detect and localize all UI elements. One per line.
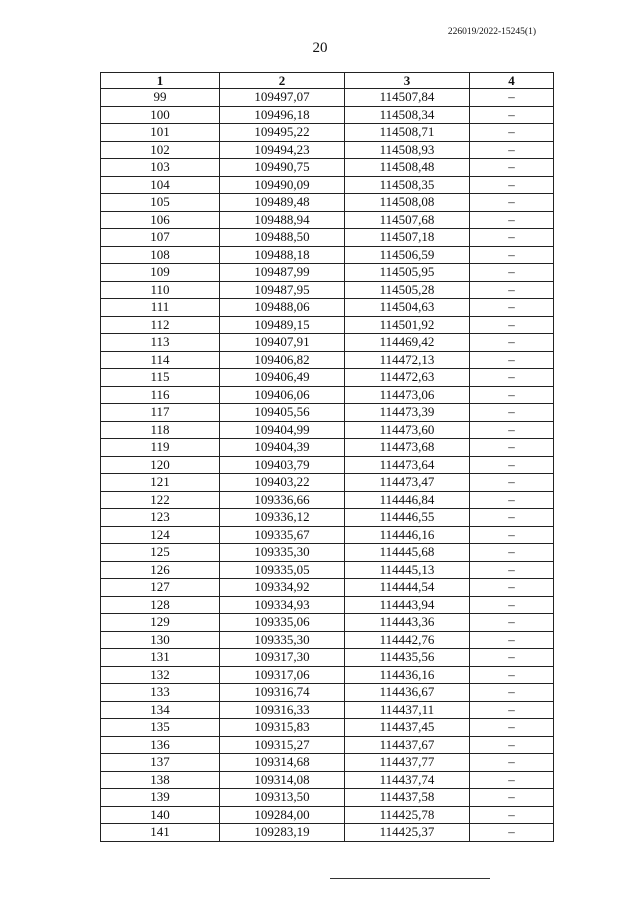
point-number-cell: 102 bbox=[101, 141, 220, 159]
footer-rule bbox=[330, 878, 490, 879]
table-row bbox=[101, 684, 554, 702]
x-coordinate-cell: 109335,67 bbox=[220, 526, 345, 544]
table-row bbox=[101, 631, 554, 649]
table-row bbox=[101, 474, 554, 492]
x-coordinate-cell: 109336,12 bbox=[220, 509, 345, 527]
table-row bbox=[101, 789, 554, 807]
y-coordinate-cell: 114443,36 bbox=[345, 614, 470, 632]
y-coordinate-cell: 114507,84 bbox=[345, 89, 470, 107]
table-row bbox=[101, 316, 554, 334]
point-number-cell: 140 bbox=[101, 806, 220, 824]
y-coordinate-cell: 114444,54 bbox=[345, 579, 470, 597]
y-coordinate-cell: 114437,74 bbox=[345, 771, 470, 789]
note-cell: – bbox=[470, 806, 554, 824]
y-coordinate-cell: 114437,77 bbox=[345, 754, 470, 772]
x-coordinate-cell: 109495,22 bbox=[220, 124, 345, 142]
page-number: 20 bbox=[312, 40, 328, 56]
point-number-cell: 111 bbox=[101, 299, 220, 317]
note-cell: – bbox=[470, 684, 554, 702]
y-coordinate-cell: 114425,78 bbox=[345, 806, 470, 824]
point-number-cell: 125 bbox=[101, 544, 220, 562]
note-cell: – bbox=[470, 124, 554, 142]
table-row bbox=[101, 334, 554, 352]
y-coordinate-cell: 114507,18 bbox=[345, 229, 470, 247]
x-coordinate-cell: 109403,79 bbox=[220, 456, 345, 474]
y-coordinate-cell: 114443,94 bbox=[345, 596, 470, 614]
y-coordinate-cell: 114505,95 bbox=[345, 264, 470, 282]
table-row bbox=[101, 176, 554, 194]
x-coordinate-cell: 109404,39 bbox=[220, 439, 345, 457]
x-coordinate-cell: 109494,23 bbox=[220, 141, 345, 159]
point-number-cell: 101 bbox=[101, 124, 220, 142]
x-coordinate-cell: 109313,50 bbox=[220, 789, 345, 807]
note-cell: – bbox=[470, 351, 554, 369]
point-number-cell: 100 bbox=[101, 106, 220, 124]
table-row bbox=[101, 666, 554, 684]
point-number-cell: 141 bbox=[101, 824, 220, 842]
point-number-cell: 108 bbox=[101, 246, 220, 264]
note-cell: – bbox=[470, 211, 554, 229]
x-coordinate-cell: 109406,06 bbox=[220, 386, 345, 404]
point-number-cell: 131 bbox=[101, 649, 220, 667]
column-header: 3 bbox=[345, 73, 470, 89]
point-number-cell: 133 bbox=[101, 684, 220, 702]
y-coordinate-cell: 114508,34 bbox=[345, 106, 470, 124]
note-cell: – bbox=[470, 544, 554, 562]
y-coordinate-cell: 114473,60 bbox=[345, 421, 470, 439]
point-number-cell: 136 bbox=[101, 736, 220, 754]
table-row bbox=[101, 754, 554, 772]
table-row bbox=[101, 561, 554, 579]
x-coordinate-cell: 109405,56 bbox=[220, 404, 345, 422]
x-coordinate-cell: 109336,66 bbox=[220, 491, 345, 509]
point-number-cell: 130 bbox=[101, 631, 220, 649]
x-coordinate-cell: 109316,33 bbox=[220, 701, 345, 719]
point-number-cell: 128 bbox=[101, 596, 220, 614]
table-row bbox=[101, 421, 554, 439]
note-cell: – bbox=[470, 649, 554, 667]
x-coordinate-cell: 109406,49 bbox=[220, 369, 345, 387]
point-number-cell: 139 bbox=[101, 789, 220, 807]
doc-id: 226019/2022-15245(1) bbox=[447, 27, 536, 37]
y-coordinate-cell: 114508,93 bbox=[345, 141, 470, 159]
table-row bbox=[101, 386, 554, 404]
note-cell: – bbox=[470, 719, 554, 737]
point-number-cell: 99 bbox=[101, 89, 220, 107]
y-coordinate-cell: 114508,08 bbox=[345, 194, 470, 212]
table-row bbox=[101, 596, 554, 614]
note-cell: – bbox=[470, 596, 554, 614]
note-cell: – bbox=[470, 386, 554, 404]
note-cell: – bbox=[470, 246, 554, 264]
table-row bbox=[101, 736, 554, 754]
y-coordinate-cell: 114425,37 bbox=[345, 824, 470, 842]
x-coordinate-cell: 109335,06 bbox=[220, 614, 345, 632]
x-coordinate-cell: 109404,99 bbox=[220, 421, 345, 439]
y-coordinate-cell: 114437,58 bbox=[345, 789, 470, 807]
y-coordinate-cell: 114442,76 bbox=[345, 631, 470, 649]
point-number-cell: 107 bbox=[101, 229, 220, 247]
note-cell: – bbox=[470, 824, 554, 842]
y-coordinate-cell: 114437,11 bbox=[345, 701, 470, 719]
note-cell: – bbox=[470, 439, 554, 457]
point-number-cell: 119 bbox=[101, 439, 220, 457]
note-cell: – bbox=[470, 106, 554, 124]
note-cell: – bbox=[470, 159, 554, 177]
table-row bbox=[101, 89, 554, 107]
y-coordinate-cell: 114473,06 bbox=[345, 386, 470, 404]
note-cell: – bbox=[470, 474, 554, 492]
x-coordinate-cell: 109315,27 bbox=[220, 736, 345, 754]
column-header: 4 bbox=[470, 73, 554, 89]
table-row bbox=[101, 351, 554, 369]
x-coordinate-cell: 109406,82 bbox=[220, 351, 345, 369]
y-coordinate-cell: 114473,68 bbox=[345, 439, 470, 457]
point-number-cell: 129 bbox=[101, 614, 220, 632]
y-coordinate-cell: 114508,48 bbox=[345, 159, 470, 177]
note-cell: – bbox=[470, 736, 554, 754]
point-number-cell: 123 bbox=[101, 509, 220, 527]
x-coordinate-cell: 109334,92 bbox=[220, 579, 345, 597]
point-number-cell: 132 bbox=[101, 666, 220, 684]
point-number-cell: 117 bbox=[101, 404, 220, 422]
y-coordinate-cell: 114445,13 bbox=[345, 561, 470, 579]
note-cell: – bbox=[470, 561, 554, 579]
point-number-cell: 114 bbox=[101, 351, 220, 369]
x-coordinate-cell: 109489,48 bbox=[220, 194, 345, 212]
y-coordinate-cell: 114437,67 bbox=[345, 736, 470, 754]
table-row bbox=[101, 124, 554, 142]
x-coordinate-cell: 109283,19 bbox=[220, 824, 345, 842]
table-row bbox=[101, 491, 554, 509]
table-row bbox=[101, 701, 554, 719]
point-number-cell: 135 bbox=[101, 719, 220, 737]
note-cell: – bbox=[470, 229, 554, 247]
table-row bbox=[101, 719, 554, 737]
note-cell: – bbox=[470, 369, 554, 387]
y-coordinate-cell: 114469,42 bbox=[345, 334, 470, 352]
table-row bbox=[101, 614, 554, 632]
point-number-cell: 138 bbox=[101, 771, 220, 789]
x-coordinate-cell: 109335,30 bbox=[220, 631, 345, 649]
x-coordinate-cell: 109487,95 bbox=[220, 281, 345, 299]
table-row bbox=[101, 439, 554, 457]
table-body bbox=[101, 89, 554, 842]
note-cell: – bbox=[470, 141, 554, 159]
x-coordinate-cell: 109317,30 bbox=[220, 649, 345, 667]
point-number-cell: 103 bbox=[101, 159, 220, 177]
note-cell: – bbox=[470, 334, 554, 352]
y-coordinate-cell: 114472,13 bbox=[345, 351, 470, 369]
table-row bbox=[101, 106, 554, 124]
y-coordinate-cell: 114501,92 bbox=[345, 316, 470, 334]
note-cell: – bbox=[470, 89, 554, 107]
note-cell: – bbox=[470, 666, 554, 684]
table-row bbox=[101, 141, 554, 159]
point-number-cell: 113 bbox=[101, 334, 220, 352]
point-number-cell: 104 bbox=[101, 176, 220, 194]
x-coordinate-cell: 109317,06 bbox=[220, 666, 345, 684]
table-row bbox=[101, 369, 554, 387]
x-coordinate-cell: 109497,07 bbox=[220, 89, 345, 107]
table-row bbox=[101, 194, 554, 212]
table-row bbox=[101, 211, 554, 229]
x-coordinate-cell: 109316,74 bbox=[220, 684, 345, 702]
y-coordinate-cell: 114446,16 bbox=[345, 526, 470, 544]
y-coordinate-cell: 114445,68 bbox=[345, 544, 470, 562]
note-cell: – bbox=[470, 404, 554, 422]
x-coordinate-cell: 109496,18 bbox=[220, 106, 345, 124]
column-header: 1 bbox=[101, 73, 220, 89]
table-row bbox=[101, 579, 554, 597]
note-cell: – bbox=[470, 509, 554, 527]
x-coordinate-cell: 109487,99 bbox=[220, 264, 345, 282]
x-coordinate-cell: 109314,68 bbox=[220, 754, 345, 772]
note-cell: – bbox=[470, 194, 554, 212]
point-number-cell: 112 bbox=[101, 316, 220, 334]
y-coordinate-cell: 114507,68 bbox=[345, 211, 470, 229]
x-coordinate-cell: 109488,94 bbox=[220, 211, 345, 229]
y-coordinate-cell: 114436,67 bbox=[345, 684, 470, 702]
table-header bbox=[101, 73, 554, 89]
point-number-cell: 116 bbox=[101, 386, 220, 404]
note-cell: – bbox=[470, 771, 554, 789]
x-coordinate-cell: 109314,08 bbox=[220, 771, 345, 789]
note-cell: – bbox=[470, 299, 554, 317]
table-row bbox=[101, 404, 554, 422]
x-coordinate-cell: 109490,09 bbox=[220, 176, 345, 194]
y-coordinate-cell: 114504,63 bbox=[345, 299, 470, 317]
y-coordinate-cell: 114473,47 bbox=[345, 474, 470, 492]
x-coordinate-cell: 109407,91 bbox=[220, 334, 345, 352]
x-coordinate-cell: 109335,30 bbox=[220, 544, 345, 562]
y-coordinate-cell: 114435,56 bbox=[345, 649, 470, 667]
x-coordinate-cell: 109488,18 bbox=[220, 246, 345, 264]
note-cell: – bbox=[470, 526, 554, 544]
y-coordinate-cell: 114505,28 bbox=[345, 281, 470, 299]
point-number-cell: 115 bbox=[101, 369, 220, 387]
y-coordinate-cell: 114446,55 bbox=[345, 509, 470, 527]
note-cell: – bbox=[470, 281, 554, 299]
table-row bbox=[101, 159, 554, 177]
note-cell: – bbox=[470, 754, 554, 772]
x-coordinate-cell: 109284,00 bbox=[220, 806, 345, 824]
x-coordinate-cell: 109488,50 bbox=[220, 229, 345, 247]
table-row bbox=[101, 456, 554, 474]
table-row bbox=[101, 806, 554, 824]
y-coordinate-cell: 114436,16 bbox=[345, 666, 470, 684]
point-number-cell: 105 bbox=[101, 194, 220, 212]
table-row bbox=[101, 281, 554, 299]
column-header: 2 bbox=[220, 73, 345, 89]
point-number-cell: 109 bbox=[101, 264, 220, 282]
table-row bbox=[101, 649, 554, 667]
note-cell: – bbox=[470, 421, 554, 439]
note-cell: – bbox=[470, 316, 554, 334]
point-number-cell: 120 bbox=[101, 456, 220, 474]
x-coordinate-cell: 109490,75 bbox=[220, 159, 345, 177]
note-cell: – bbox=[470, 264, 554, 282]
point-number-cell: 134 bbox=[101, 701, 220, 719]
point-number-cell: 110 bbox=[101, 281, 220, 299]
point-number-cell: 126 bbox=[101, 561, 220, 579]
point-number-cell: 121 bbox=[101, 474, 220, 492]
x-coordinate-cell: 109334,93 bbox=[220, 596, 345, 614]
table-row bbox=[101, 526, 554, 544]
table-row bbox=[101, 246, 554, 264]
note-cell: – bbox=[470, 491, 554, 509]
point-number-cell: 106 bbox=[101, 211, 220, 229]
note-cell: – bbox=[470, 176, 554, 194]
x-coordinate-cell: 109489,15 bbox=[220, 316, 345, 334]
table-row bbox=[101, 264, 554, 282]
table-row bbox=[101, 509, 554, 527]
point-number-cell: 118 bbox=[101, 421, 220, 439]
y-coordinate-cell: 114508,71 bbox=[345, 124, 470, 142]
point-number-cell: 124 bbox=[101, 526, 220, 544]
table-row bbox=[101, 544, 554, 562]
point-number-cell: 127 bbox=[101, 579, 220, 597]
note-cell: – bbox=[470, 614, 554, 632]
x-coordinate-cell: 109315,83 bbox=[220, 719, 345, 737]
table-row bbox=[101, 229, 554, 247]
table-row bbox=[101, 299, 554, 317]
y-coordinate-cell: 114437,45 bbox=[345, 719, 470, 737]
table-row bbox=[101, 771, 554, 789]
coordinates-table bbox=[100, 72, 554, 842]
y-coordinate-cell: 114472,63 bbox=[345, 369, 470, 387]
x-coordinate-cell: 109488,06 bbox=[220, 299, 345, 317]
y-coordinate-cell: 114508,35 bbox=[345, 176, 470, 194]
table-row bbox=[101, 824, 554, 842]
x-coordinate-cell: 109403,22 bbox=[220, 474, 345, 492]
note-cell: – bbox=[470, 456, 554, 474]
y-coordinate-cell: 114446,84 bbox=[345, 491, 470, 509]
y-coordinate-cell: 114506,59 bbox=[345, 246, 470, 264]
y-coordinate-cell: 114473,64 bbox=[345, 456, 470, 474]
y-coordinate-cell: 114473,39 bbox=[345, 404, 470, 422]
note-cell: – bbox=[470, 579, 554, 597]
note-cell: – bbox=[470, 631, 554, 649]
x-coordinate-cell: 109335,05 bbox=[220, 561, 345, 579]
note-cell: – bbox=[470, 701, 554, 719]
point-number-cell: 137 bbox=[101, 754, 220, 772]
note-cell: – bbox=[470, 789, 554, 807]
header-row bbox=[101, 73, 554, 89]
point-number-cell: 122 bbox=[101, 491, 220, 509]
